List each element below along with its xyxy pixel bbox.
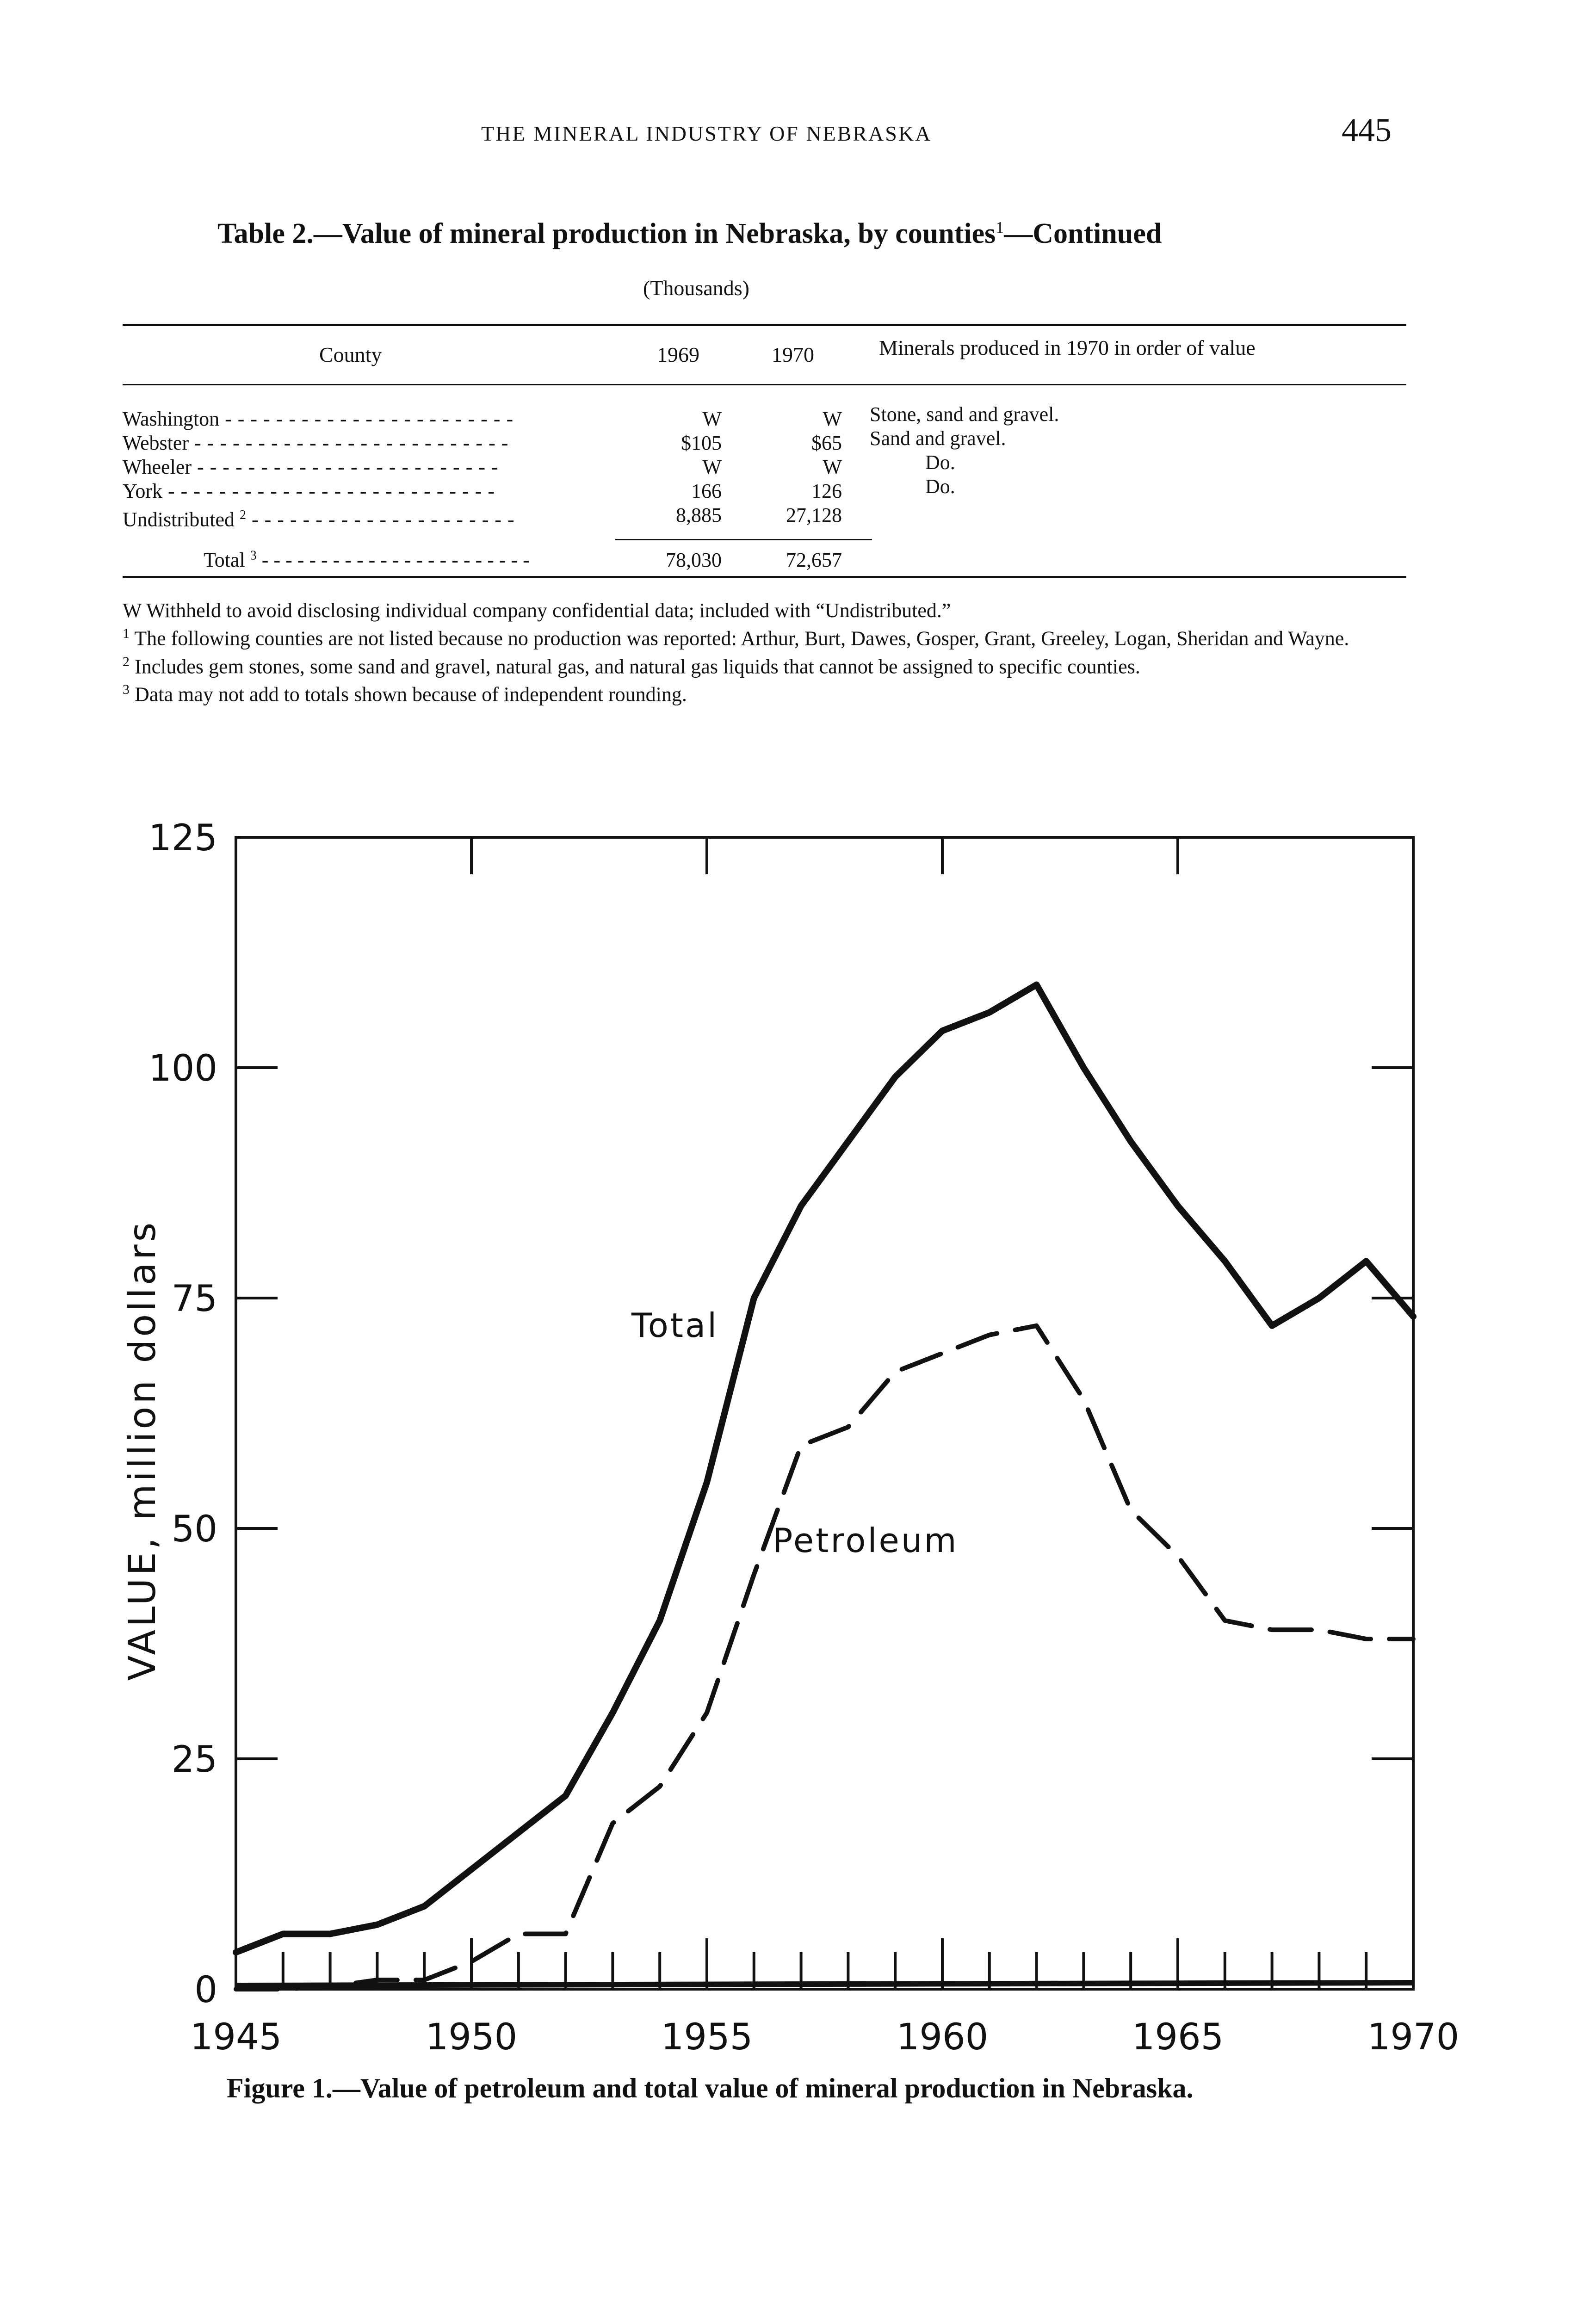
- plot-frame: [236, 837, 1413, 1989]
- x-tick-label: 1970: [1367, 2016, 1460, 2058]
- table-row: Webster - - - - - - - - - - - - - - - - - - - - - - - - -: [123, 432, 509, 454]
- note-1: $^1$ The following counties are not listed because no production was reported: Arthur, Burt, Dawes, Gosper, Grant, Greeley, Logan, Sheridan and Wayne.: [123, 626, 1349, 650]
- cell-1970: W: [823, 408, 842, 430]
- note-3: $^3$ Data may not add to totals shown because of independent rounding.: [123, 682, 687, 706]
- x-tick-label: 1950: [425, 2016, 518, 2058]
- table-title-text: Table 2.—Value of mineral production in Nebraska, by counties: [217, 218, 996, 249]
- cell-1969: W: [702, 456, 722, 478]
- table-row: Washington - - - - - - - - - - - - - - - - - - - - - - -: [123, 408, 514, 430]
- cell-1969: W: [702, 408, 722, 430]
- x-tick-label: 1955: [661, 2016, 753, 2058]
- y-tick-label: 25: [171, 1739, 217, 1781]
- x-tick-label: 1965: [1132, 2016, 1224, 2058]
- y-tick-label: 100: [148, 1048, 217, 1089]
- total-label: Total: [204, 549, 245, 571]
- table-row: Undistributed $^2$ - - - - - - - - - - - - - - - - - - - - -: [123, 508, 515, 531]
- note-2: $^2$ Includes gem stones, some sand and gravel, natural gas, and natural gas liquids that cannot be assigned to specific counties.: [123, 654, 1140, 678]
- cell-minerals: Stone, sand and gravel.: [870, 403, 1059, 426]
- cell-1970: 27,128: [786, 504, 842, 526]
- table-title-suffix: —Continued: [1004, 218, 1162, 249]
- figure-caption: Figure 1.—Value of petroleum and total value of mineral production in Nebraska.: [227, 2073, 1194, 2103]
- y-tick-label: 75: [171, 1278, 217, 1320]
- y-tick-label: 50: [171, 1509, 217, 1550]
- total-1970: 72,657: [786, 549, 842, 571]
- header-minerals: Minerals produced in 1970 in order of value: [879, 336, 1256, 359]
- table-units: (Thousands): [643, 276, 749, 300]
- series-line-petroleum: [236, 1326, 1413, 1989]
- zero-baseline: [236, 1983, 1413, 1985]
- y-tick-label: 0: [194, 1969, 217, 2011]
- header-1970: 1970: [772, 343, 814, 366]
- header-1969: 1969: [657, 343, 699, 366]
- y-axis-label: VALUE, million dollars: [121, 1219, 164, 1681]
- series-label-petroleum: Petroleum: [773, 1521, 959, 1560]
- cell-1970: $65: [811, 432, 842, 454]
- table-title-footnote: 1: [996, 218, 1004, 237]
- note-withheld: W Withheld to avoid disclosing individual company confidential data; included with “Undistributed.”: [123, 599, 951, 622]
- total-1969: 78,030: [666, 549, 722, 571]
- x-tick-label: 1945: [190, 2016, 282, 2058]
- cell-minerals: Sand and gravel.: [870, 427, 1006, 450]
- cell-minerals: Do.: [925, 475, 955, 498]
- series-label-total: Total: [631, 1306, 719, 1345]
- x-tick-label: 1960: [896, 2016, 989, 2058]
- cell-minerals: Do.: [925, 451, 955, 474]
- table-row: Wheeler - - - - - - - - - - - - - - - - - - - - - - - -: [123, 456, 499, 478]
- header-county: County: [319, 343, 382, 366]
- cell-1969: $105: [681, 432, 722, 454]
- y-tick-label: 125: [148, 817, 217, 859]
- series-line-total: [236, 985, 1413, 1953]
- cell-1969: 8,885: [676, 504, 722, 526]
- cell-1970: 126: [811, 480, 842, 502]
- total-row: Total $^3$ - - - - - - - - - - - - - - - - - - - - - - -: [204, 548, 530, 571]
- page-number: 445: [1342, 111, 1392, 148]
- running-head: THE MINERAL INDUSTRY OF NEBRASKA: [481, 122, 932, 145]
- table-row: York - - - - - - - - - - - - - - - - - - - - - - - - - -: [123, 480, 495, 502]
- cell-1970: W: [823, 456, 842, 478]
- cell-1969: 166: [691, 480, 722, 502]
